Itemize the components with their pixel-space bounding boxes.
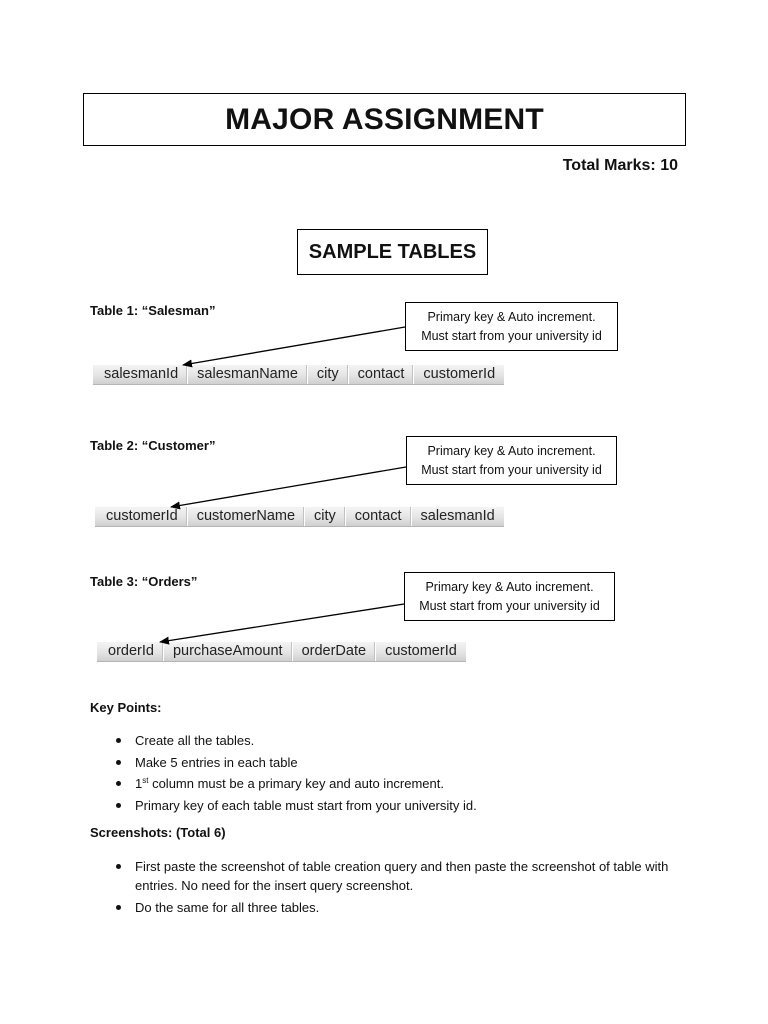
table-3-column-header: customerId	[385, 643, 457, 659]
table-2-arrow	[171, 467, 406, 507]
table-1-note-line-1: Primary key & Auto increment.	[427, 309, 596, 324]
table-2-note-line-2: Must start from your university id	[421, 462, 602, 477]
table-3-note-line-2: Must start from your university id	[419, 598, 600, 613]
list-item: Create all the tables.	[90, 731, 710, 750]
table-1-note-line-2: Must start from your university id	[421, 328, 602, 343]
list-item: Primary key of each table must start from your university id.	[90, 796, 710, 815]
total-marks: Total Marks: 10	[562, 157, 678, 174]
table-3-column-header: orderId	[97, 642, 164, 661]
table-1-arrow	[183, 327, 405, 365]
list-item	[90, 774, 710, 793]
key-points-list	[90, 731, 710, 817]
key-points-heading: Key Points:	[90, 700, 162, 715]
list-item: First paste the screenshot of table creation query and then paste the screenshot of table with entries. No need for the insert query screenshot.	[90, 857, 700, 895]
ordinal-number: 1	[135, 776, 143, 792]
table-3-column-header: purchaseAmount	[164, 642, 293, 661]
list-item: Make 5 entries in each table	[90, 753, 710, 772]
table-2-column-header: city	[305, 507, 346, 526]
ordinal-suffix: st	[142, 776, 149, 786]
table-1-column-header: customerId	[423, 366, 496, 382]
table-2-note-line-1: Primary key & Auto increment.	[427, 443, 596, 458]
table-1-column-header: contact	[349, 365, 415, 384]
table-3-column-header: orderDate	[293, 642, 376, 661]
section-title-sample-tables: SAMPLE TABLES	[297, 229, 488, 275]
table-1-column-header: city	[308, 365, 349, 384]
table-2-column-header: salesmanId	[420, 508, 495, 524]
table-2-column-header: customerName	[188, 507, 305, 526]
table-2-column-header: contact	[346, 507, 412, 526]
table-1-column-header: salesmanId	[93, 365, 188, 384]
screenshots-list	[90, 857, 700, 919]
table-2-label: Table 2: “Customer”	[90, 438, 216, 453]
table-1-column-header: salesmanName	[188, 365, 308, 384]
list-item-text: column must be a primary key and auto increment.	[148, 776, 444, 792]
table-3-note-line-1: Primary key & Auto increment.	[425, 579, 594, 594]
screenshots-heading: Screenshots: (Total 6)	[90, 825, 226, 840]
document-title: MAJOR ASSIGNMENT	[83, 93, 686, 146]
list-item: Do the same for all three tables.	[90, 898, 700, 917]
table-2-column-header: customerId	[95, 507, 188, 526]
table-1-label: Table 1: “Salesman”	[90, 303, 216, 318]
table-3-arrow	[160, 604, 404, 642]
table-3-label: Table 3: “Orders”	[90, 574, 198, 589]
